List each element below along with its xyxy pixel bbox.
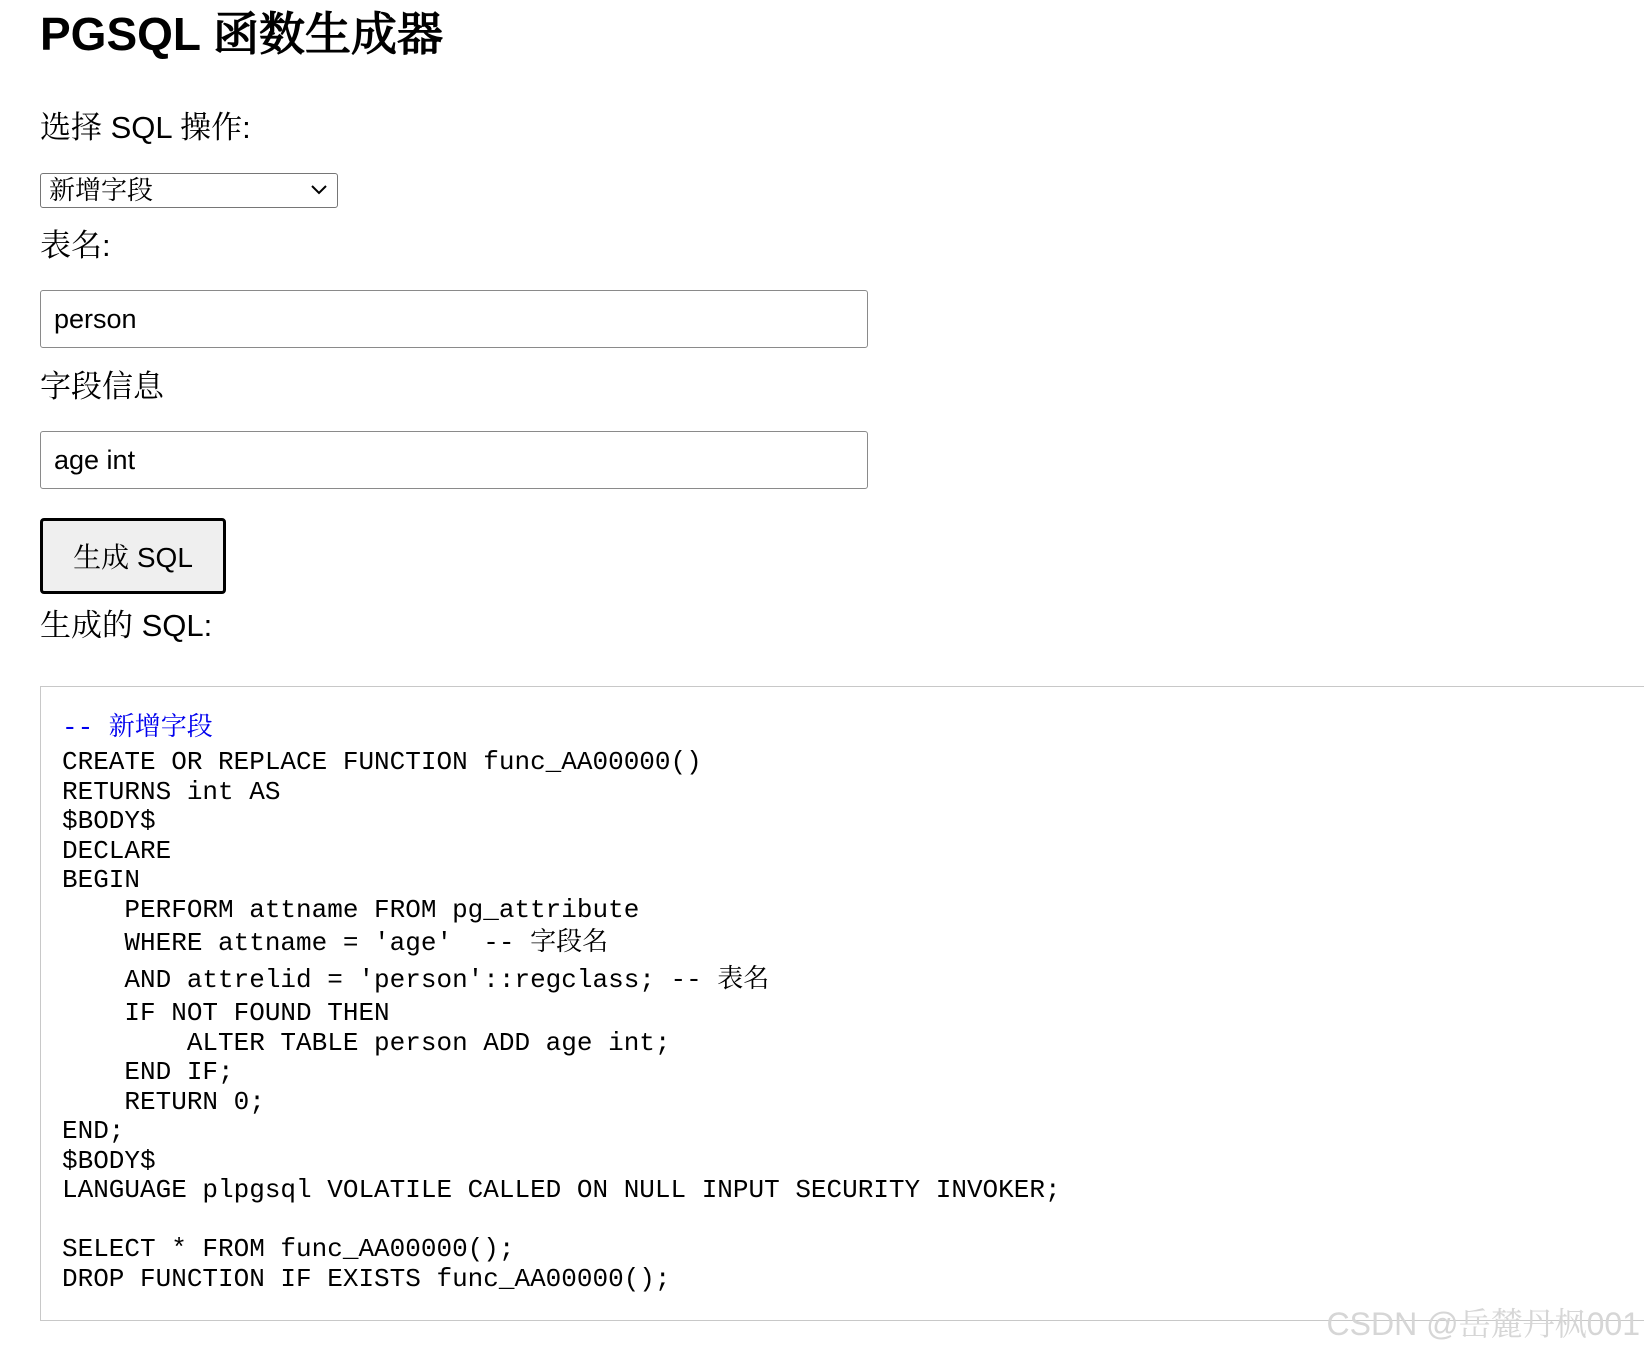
sql-line: AND attrelid = 'person'::regclass; -- 表名 xyxy=(62,965,770,995)
sql-line: BEGIN xyxy=(62,865,141,895)
field-info-input[interactable] xyxy=(40,431,868,489)
sql-line: DROP FUNCTION IF EXISTS func_AA00000(); xyxy=(62,1264,671,1294)
chevron-down-icon xyxy=(309,179,329,199)
sql-line: SELECT * FROM func_AA00000(); xyxy=(62,1234,515,1264)
operation-label: 选择 SQL 操作: xyxy=(40,110,251,145)
sql-line: PERFORM attname FROM pg_attribute xyxy=(62,895,640,925)
generate-sql-button[interactable]: 生成 SQL xyxy=(40,518,226,594)
page-title: PGSQL 函数生成器 xyxy=(40,8,443,60)
sql-line: CREATE OR REPLACE FUNCTION func_AA00000() xyxy=(62,747,702,777)
sql-line: WHERE attname = 'age' -- 字段名 xyxy=(62,928,609,958)
field-info-label: 字段信息 xyxy=(40,369,164,404)
sql-output xyxy=(40,686,1644,1321)
sql-line: LANGUAGE plpgsql VOLATILE CALLED ON NULL INPUT SECURITY INVOKER; xyxy=(62,1175,1061,1205)
sql-line: RETURN 0; xyxy=(62,1087,265,1117)
sql-line: $BODY$ xyxy=(62,1146,156,1176)
sql-line: END IF; xyxy=(62,1057,234,1087)
sql-comment-line: -- 新增字段 xyxy=(62,713,213,743)
output-label: 生成的 SQL: xyxy=(40,608,213,643)
sql-line: RETURNS int AS xyxy=(62,777,281,807)
operation-select-value: 新增字段 xyxy=(49,175,154,205)
sql-line: DECLARE xyxy=(62,836,172,866)
table-name-label: 表名: xyxy=(40,228,111,263)
sql-line: IF NOT FOUND THEN xyxy=(62,998,390,1028)
sql-line: END; xyxy=(62,1116,125,1146)
operation-select[interactable] xyxy=(40,173,338,208)
sql-line: $BODY$ xyxy=(62,806,156,836)
watermark: CSDN @岳麓丹枫001 xyxy=(1326,1306,1640,1342)
table-name-input[interactable] xyxy=(40,290,868,348)
sql-line: ALTER TABLE person ADD age int; xyxy=(62,1028,671,1058)
